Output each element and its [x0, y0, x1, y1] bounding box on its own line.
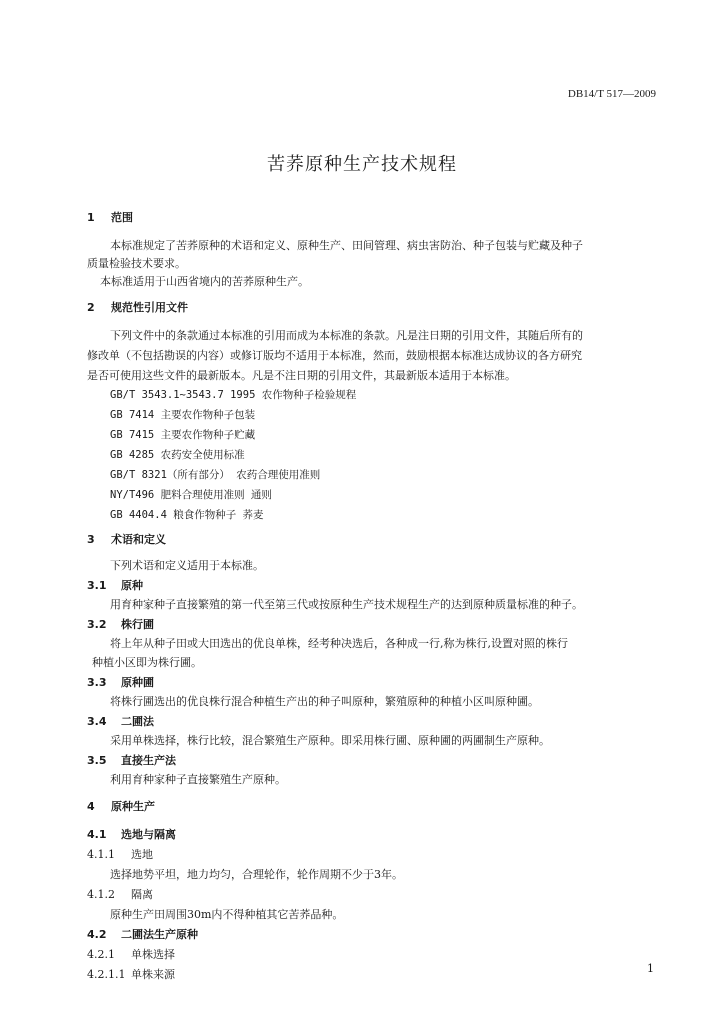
page-number: 1: [647, 962, 654, 975]
paragraph: 用育种家种子直接繁殖的第一代至第三代或按原种生产技术规程生产的达到原种质量标准的种子。: [110, 598, 583, 611]
term-heading: 3.4 二圃法: [87, 715, 154, 728]
term-heading: 3.3 原种圃: [87, 676, 154, 689]
paragraph: 本标准规定了苦荞原种的术语和定义、原种生产、田间管理、病虫害防治、种子包装与贮藏及种子: [110, 239, 583, 252]
subsection-heading: 4.1.2 隔离: [87, 888, 153, 901]
reference-item: NY/T496 肥料合理使用准则 通则: [110, 489, 272, 501]
paragraph: 下列术语和定义适用于本标准。: [110, 559, 264, 572]
paragraph: 原种生产田周围30m内不得种植其它苦荞品种。: [110, 908, 344, 921]
paragraph: 质量检验技术要求。: [87, 257, 186, 270]
paragraph: 利用育种家种子直接繁殖生产原种。: [110, 773, 286, 786]
subsection-heading: 4.2.1.1 单株来源: [87, 968, 175, 981]
term-heading: 3.1 原种: [87, 579, 143, 592]
paragraph: 修改单（不包括勘误的内容）或修订版均不适用于本标准，然而，鼓励根据本标准达成协议的各方研究: [87, 349, 582, 362]
reference-item: GB 7415 主要农作物种子贮藏: [110, 429, 256, 441]
paragraph: 选择地势平坦，地力均匀，合理轮作，轮作周期不少于3年。: [110, 868, 403, 881]
paragraph: 是否可使用这些文件的最新版本。凡是不注日期的引用文件，其最新版本适用于本标准。: [87, 369, 516, 382]
standard-code: DB14/T 517—2009: [567, 88, 656, 100]
paragraph: 将上年从种子田或大田选出的优良单株，经考种决选后，各种成一行,称为株行,设置对照的株行: [110, 637, 568, 650]
subsection-heading: 4.1.1 选地: [87, 848, 153, 861]
paragraph: 将株行圃选出的优良株行混合种植生产出的种子叫原种，繁殖原种的种植小区叫原种圃。: [110, 695, 539, 708]
paragraph: 种植小区即为株行圃。: [92, 656, 202, 669]
reference-item: GB 7414 主要农作物种子包装: [110, 409, 256, 421]
paragraph: 本标准适用于山西省境内的苦荞原种生产。: [100, 275, 309, 288]
term-heading: 3.5 直接生产法: [87, 754, 176, 767]
section-2-heading: 2 规范性引用文件: [87, 301, 188, 314]
subsection-heading: 4.2.1 单株选择: [87, 948, 175, 961]
document-title: 苦荞原种生产技术规程: [267, 154, 457, 175]
term-heading: 3.2 株行圃: [87, 618, 154, 631]
section-4-heading: 4 原种生产: [87, 800, 155, 813]
reference-item: GB/T 3543.1~3543.7 1995 农作物种子检验规程: [110, 389, 357, 401]
paragraph: 采用单株选择，株行比较，混合繁殖生产原种。即采用株行圃、原种圃的两圃制生产原种。: [110, 734, 550, 747]
reference-item: GB/T 8321（所有部分） 农药合理使用准则: [110, 469, 321, 481]
subsection-heading: 4.1 选地与隔离: [87, 828, 176, 841]
reference-item: GB 4404.4 粮食作物种子 荞麦: [110, 509, 264, 521]
section-1-heading: 1 范围: [87, 211, 133, 224]
paragraph: 下列文件中的条款通过本标准的引用而成为本标准的条款。凡是注日期的引用文件，其随后所有的: [110, 329, 583, 342]
reference-item: GB 4285 农药安全使用标准: [110, 449, 245, 461]
section-3-heading: 3 术语和定义: [87, 533, 166, 546]
subsection-heading: 4.2 二圃法生产原种: [87, 928, 198, 941]
